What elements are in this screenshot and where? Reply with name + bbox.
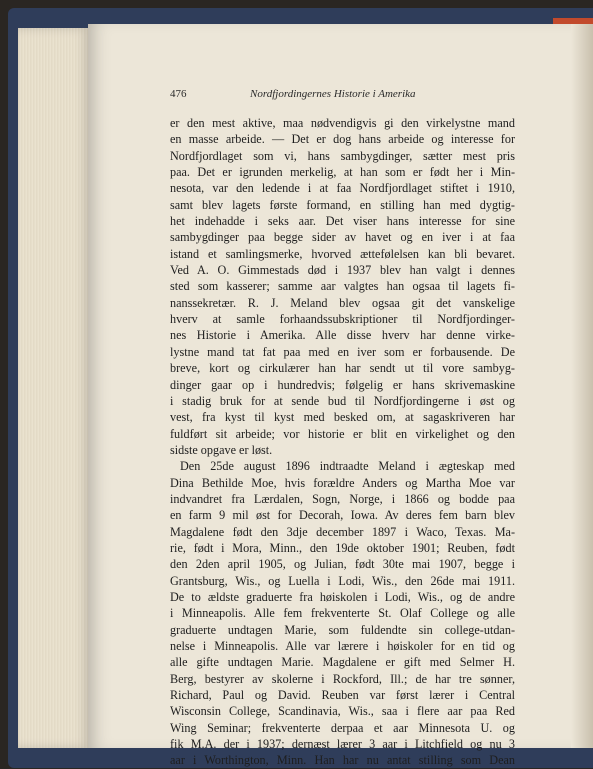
text-line: paa. Det er igrunden merkelig, at han som er født her i Min- <box>170 165 515 180</box>
text-line: aar i Worthington, Minn. Han har nu antat stilling som Dean <box>170 753 515 768</box>
text-line: Richard, Paul og David. Reuben var først lærer i Central <box>170 688 515 703</box>
text-line: Dina Bethilde Moe, hvis forældre Anders og Martha Moe var <box>170 475 515 490</box>
text-line: nesota, var den ledende i at faa Nordfjordlaget stiftet i 1910, <box>170 181 515 196</box>
body-text <box>170 115 515 769</box>
text-line: istand et samlingsmerke, hvorved ættefølelsen kan bli bevaret. <box>170 246 515 261</box>
text-line: er den mest aktive, maa nødvendigvis gi den virkelystne mand <box>170 116 515 130</box>
text-line: Den 25de august 1896 indtraadte Meland i ægteskap med <box>180 459 515 474</box>
text-line: sambygdinger paa begge sider av havet og en iver i at faa <box>170 230 515 245</box>
page-number: 476 <box>170 88 187 100</box>
page-edges <box>18 28 90 748</box>
text-line: Nordfjordlaget som vi, hans sambygdinger, sætter mest pris <box>170 148 515 163</box>
text-line: fuldført sit arbeide; vor historie er blit en virkelighet og den <box>170 426 515 441</box>
text-line: vest, fra kyst til kyst med besked om, at sagaskriveren har <box>170 410 515 425</box>
text-line: den 2den april 1905, og Julian, født 30te mai 1907, begge i <box>170 557 515 572</box>
text-line: lystne mand tat fat paa med en iver som er forbausende. De <box>170 344 515 359</box>
text-line: i stadig bruk for at sende bud til Nordfjordingerne i øst og <box>170 393 515 408</box>
text-line: sidste opgave er løst. <box>170 442 273 457</box>
page-gutter <box>571 24 593 748</box>
text-line: alle gifte undtagen Marie. Magdalene er gift med Selmer H. <box>170 655 515 670</box>
text-line: en masse arbeide. — Det er dog hans arbeide og interesse for <box>170 132 515 147</box>
running-title: Nordfjordingernes Historie i Amerika <box>250 88 416 100</box>
text-line: het indehadde i seks aar. Det viser hans interesse for sine <box>170 214 515 229</box>
text-line: rie, født i Mora, Minn., den 19de oktober 1901; Reuben, født <box>170 540 515 555</box>
text-line: nes Historie i Amerika. Alle disse hverv har denne virke- <box>170 328 515 343</box>
text-line: i Minneapolis. Alle fem frekventerte St. Olaf College og alle <box>170 606 515 621</box>
text-line: sted som kasserer; samme aar valgtes han ogsaa til lagets fi- <box>170 279 515 294</box>
text-line: en farm 9 mil øst for Decorah, Iowa. Av deres fem barn blev <box>170 508 515 523</box>
text-line: indvandret fra Lærdalen, Sogn, Norge, i 1866 og bodde paa <box>170 491 515 506</box>
text-line: breve, kort og cirkulærer han har sendt ut til vore sambyg- <box>170 361 515 376</box>
text-line: dinger gaar op i hundredvis; følgelig er hans skrivemaskine <box>170 377 515 392</box>
text-line: Grantsburg, Wis., og Luella i Lodi, Wis., den 26de mai 1911. <box>170 573 515 588</box>
text-line: hverv at samle forhaandssubskriptioner til Nordfjordinger- <box>170 312 515 327</box>
text-line: Ved A. O. Gimmestads død i 1937 blev han valgt i dennes <box>170 263 515 278</box>
text-line: fik M.A. der i 1937; dernæst lærer 3 aar i Litchfield og nu 3 <box>170 737 515 752</box>
text-line: Berg, bestyrer av skolerne i Rockford, Ill.; de har tre sønner, <box>170 671 515 686</box>
text-line: nanssekretær. R. J. Meland blev ogsaa git det vanskelige <box>170 295 515 310</box>
text-line: De to ældste graduerte fra høiskolen i Lodi, Wis., og de andre <box>170 589 515 604</box>
text-line: Magdalene født den 3dje december 1897 i Waco, Texas. Ma- <box>170 524 515 539</box>
text-line: Wing Seminar; frekventerte derpaa et aar Minnesota U. og <box>170 720 515 735</box>
text-line: graduerte undtagen Marie, som fuldendte sin college-utdan- <box>170 622 515 637</box>
text-line: samt blev lagets første formand, en stilling han med dygtig- <box>170 197 515 212</box>
text-line: nelse i Minneapolis. Alle var lærere i høiskoler for en tid og <box>170 639 515 653</box>
text-line: Wisconsin College, Scandinavia, Wis., saa i flere aar paa Red <box>170 704 515 719</box>
